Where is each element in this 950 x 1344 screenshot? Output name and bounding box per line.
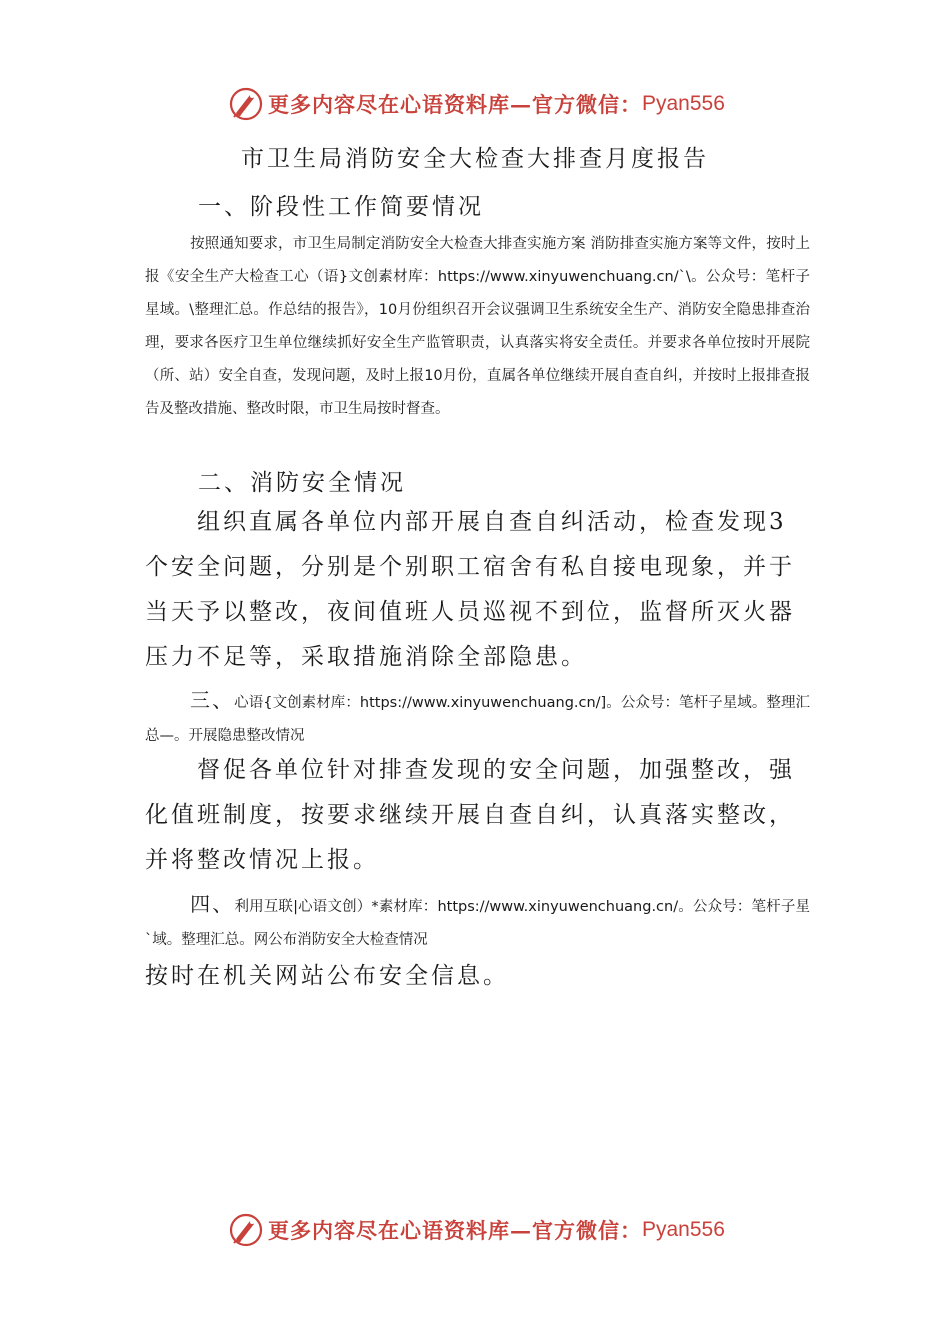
section4-heading: 利用互联|心语文创）*素材库：https://www.xinyuwenchuang.cn/。公众号：笔杆子星`域。整理汇总。网公布消防安全大检查情况 xyxy=(145,899,810,948)
section1-heading: 一、阶段性工作简要情况 xyxy=(198,194,484,220)
header-banner xyxy=(228,82,728,126)
footer-banner xyxy=(228,1208,728,1252)
section3-body xyxy=(145,748,810,883)
section1-body-text: 按照通知要求，市卫生局制定消防安全大检查大排查实施方案 消防排查实施方案等文件，按时上报《安全生产大检查工心（语}文创素材库：https://www.xinyuwenchuang.cn/`\。公众号：笔杆子星域。\整理汇总。作总结的报告》，10月份组织召开会议强调卫生系统安全生产、消防安全隐患排查治理，要求各医疗卫生单位继续抓好安全生产监管职责，认真落实将安全责任。并要求各单位按时开展院（所、站）安全自查，发现问题，及时上报10月份，直属各单位继续开展自查自纠，并按时上报排查报告及整改措施、整改时限，市卫生局按时督查。 xyxy=(145,236,810,417)
section4-body xyxy=(145,954,810,999)
pen-logo-icon xyxy=(228,86,264,122)
section4-heading-block xyxy=(145,888,810,957)
section4-number: 四、 xyxy=(190,892,235,916)
section3-heading-block xyxy=(145,684,810,753)
section2-body xyxy=(145,500,810,680)
banner-text: 更多内容尽在心语资料库— xyxy=(268,1218,532,1243)
section3-number: 三、 xyxy=(190,688,235,712)
page-title: 市卫生局消防安全大检查大排查月度报告 xyxy=(241,146,709,172)
banner-wechat-label: 官方微信： xyxy=(532,92,642,117)
pen-logo-icon xyxy=(228,1212,264,1248)
section2-body-text: 组织直属各单位内部开展自查自纠活动，检查发现3个安全问题，分别是个别职工宿舍有私自接电现象，并于当天予以整改，夜间值班人员巡视不到位，监督所灭火器压力不足等，采取措施消除全部隐患。 xyxy=(145,509,795,670)
section4-body-text: 按时在机关网站公布安全信息。 xyxy=(145,963,509,989)
section1-body xyxy=(145,228,810,426)
section3-body-text: 督促各单位针对排查发现的安全问题，加强整改，强化值班制度，按要求继续开展自查自纠，认真落实整改，并将整改情况上报。 xyxy=(145,757,795,873)
banner-wechat-id: Pyan556 xyxy=(642,1218,725,1241)
banner-text: 更多内容尽在心语资料库— xyxy=(268,92,532,117)
banner-wechat-label: 官方微信： xyxy=(532,1218,642,1243)
banner-wechat-id: Pyan556 xyxy=(642,92,725,115)
section3-heading: 心语{文创素材库：https://www.xinyuwenchuang.cn/]。公众号：笔杆子星域。整理汇总—。开展隐患整改情况 xyxy=(145,695,810,744)
section2-heading: 二、消防安全情况 xyxy=(198,470,406,496)
